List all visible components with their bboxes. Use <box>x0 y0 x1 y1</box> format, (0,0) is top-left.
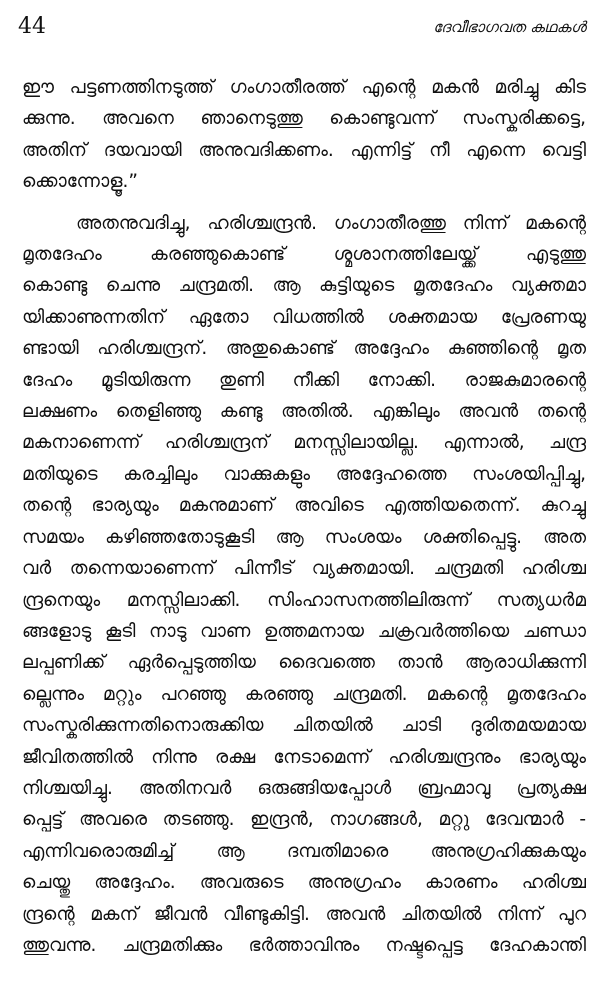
paragraph-1 <box>22 72 586 198</box>
text-line: വർ തന്നെയാണെന്ന് പിന്നീട് വ്യക്തമായി. ചന്ദ്രമതി ഹരിശ്ച <box>22 558 586 580</box>
text-line: മകനാണെന്ന് ഹരിശ്ചന്ദ്രന് മനസ്സിലായില്ല. എന്നാൽ, ചന്ദ്ര <box>22 432 586 454</box>
text-line: യിക്കാണുന്നതിന് ഏതോ വിധത്തിൽ ശക്തമായ പ്രേരണയു <box>22 306 586 328</box>
text-line: തന്റെ ഭാര്യയും മകനുമാണ് അവിടെ എത്തിയതെന്ന്. കുറച്ചു <box>22 495 586 517</box>
text-line: ക്കൊന്നോളൂ.” <box>22 171 138 193</box>
text-line: ലക്ഷണം തെളിഞ്ഞു കണ്ടു അതിൽ. എങ്കിലും അവൻ തന്റെ <box>22 401 586 423</box>
text-line: ലപ്പണിക്ക് ഏർപ്പെടുത്തിയ ദൈവത്തെ താൻ ആരാധിക്കുന്നി <box>22 652 586 674</box>
text-line: ഈ പട്ടണത്തിനടുത്ത് ഗംഗാതീരത്ത് എന്റെ മകൻ മരിച്ചു കിട <box>22 77 586 98</box>
text-line: കൊണ്ടു ചെന്നു ചന്ദ്രമതി. ആ കുട്ടിയുടെ മൃതദേഹം വ്യക്തമാ <box>22 275 586 297</box>
body-text <box>22 72 586 961</box>
text-line: പ്പെട്ട് അവരെ തടഞ്ഞു. ഇന്ദ്രൻ, നാഗങ്ങൾ, മറ്റു ദേവന്മാർ - <box>22 809 586 831</box>
text-line: മൃതദേഹം കരഞ്ഞുകൊണ്ട് ശ്മശാനത്തിലേയ്ക്ക് എടുത്തു <box>22 244 586 266</box>
paragraph-2 <box>22 208 586 962</box>
text-line: ന്ദ്രന്റെ മകന് ജീവൻ വീണ്ടുകിട്ടി. അവൻ ചിതയിൽ നിന്ന് പുറ <box>22 903 586 925</box>
page-number: 44 <box>18 14 46 39</box>
text-line: ത്തുവന്നു. ചന്ദ്രമതിക്കും ഭർത്താവിനും നഷ്ടപ്പെട്ട ദേഹകാന്തി <box>22 934 586 956</box>
running-header-title: ദേവീഭാഗവത കഥകൾ <box>433 18 586 36</box>
text-line: സമയം കഴിഞ്ഞതോടുകൂടി ആ സംശയം ശക്തിപ്പെട്ടു. അത <box>22 526 586 548</box>
text-line: അതിന് ദയവായി അനുവദിക്കണം. എന്നിട്ട് നീ എന്നെ വെട്ടി <box>22 139 586 161</box>
text-line: നിശ്ചയിച്ചു. അതിനവർ ഒരുങ്ങിയപ്പോൾ ബ്രഹ്മാവു പ്രത്യക്ഷ <box>22 777 586 799</box>
text-line: ങ്ങളോടു കൂടി നാടു വാണ ഉത്തമനായ ചക്രവർത്തിയെ ചണ്ഡാ <box>22 620 586 642</box>
text-line: എന്നിവരൊരുമിച്ച് ആ ദമ്പതിമാരെ അനുഗ്രഹിക്കുകയും <box>22 840 586 862</box>
text-line: അതനുവദിച്ചു, ഹരിശ്ചന്ദ്രൻ. ഗംഗാതീരത്തു നിന്ന് മകന്റെ <box>76 212 586 234</box>
text-line: ണ്ടായി ഹരിശ്ചന്ദ്രന്. അതുകൊണ്ട് അദ്ദേഹം കുഞ്ഞിന്റെ മൃത <box>22 338 586 360</box>
text-line: ല്ലെന്നും മറ്റും പറഞ്ഞു കരഞ്ഞു ചന്ദ്രമതി. മകന്റെ മൃതദേഹം <box>22 683 586 705</box>
text-line: ചെയ്തു അദ്ദേഹം. അവരുടെ അനുഗ്രഹം കാരണം ഹരിശ്ച <box>22 872 586 894</box>
paragraph-gap <box>22 198 586 208</box>
text-line: ജീവിതത്തിൽ നിന്നു രക്ഷ നേടാമെന്ന് ഹരിശ്ചന്ദ്രനും ഭാര്യയും <box>22 746 586 768</box>
text-line: ക്കുന്നു. അവനെ ഞാനെടുത്തു കൊണ്ടുവന്ന് സംസ്കരിക്കട്ടെ, <box>22 108 586 130</box>
text-line: മതിയുടെ കരച്ചിലും വാക്കുകളും അദ്ദേഹത്തെ സംശയിപ്പിച്ചു, <box>22 463 586 485</box>
text-line: സംസ്കരിക്കുന്നതിനൊരുക്കിയ ചിതയിൽ ചാടി ദുരിതമയമായ <box>22 715 586 737</box>
text-line: ന്ദ്രനെയും മനസ്സിലാക്കി. സിംഹാസനത്തിലിരുന്ന് സത്യധർമ <box>22 589 586 611</box>
text-line: ദേഹം മൂടിയിരുന്ന തുണി നീക്കി നോക്കി. രാജകുമാരന്റെ <box>22 369 586 391</box>
